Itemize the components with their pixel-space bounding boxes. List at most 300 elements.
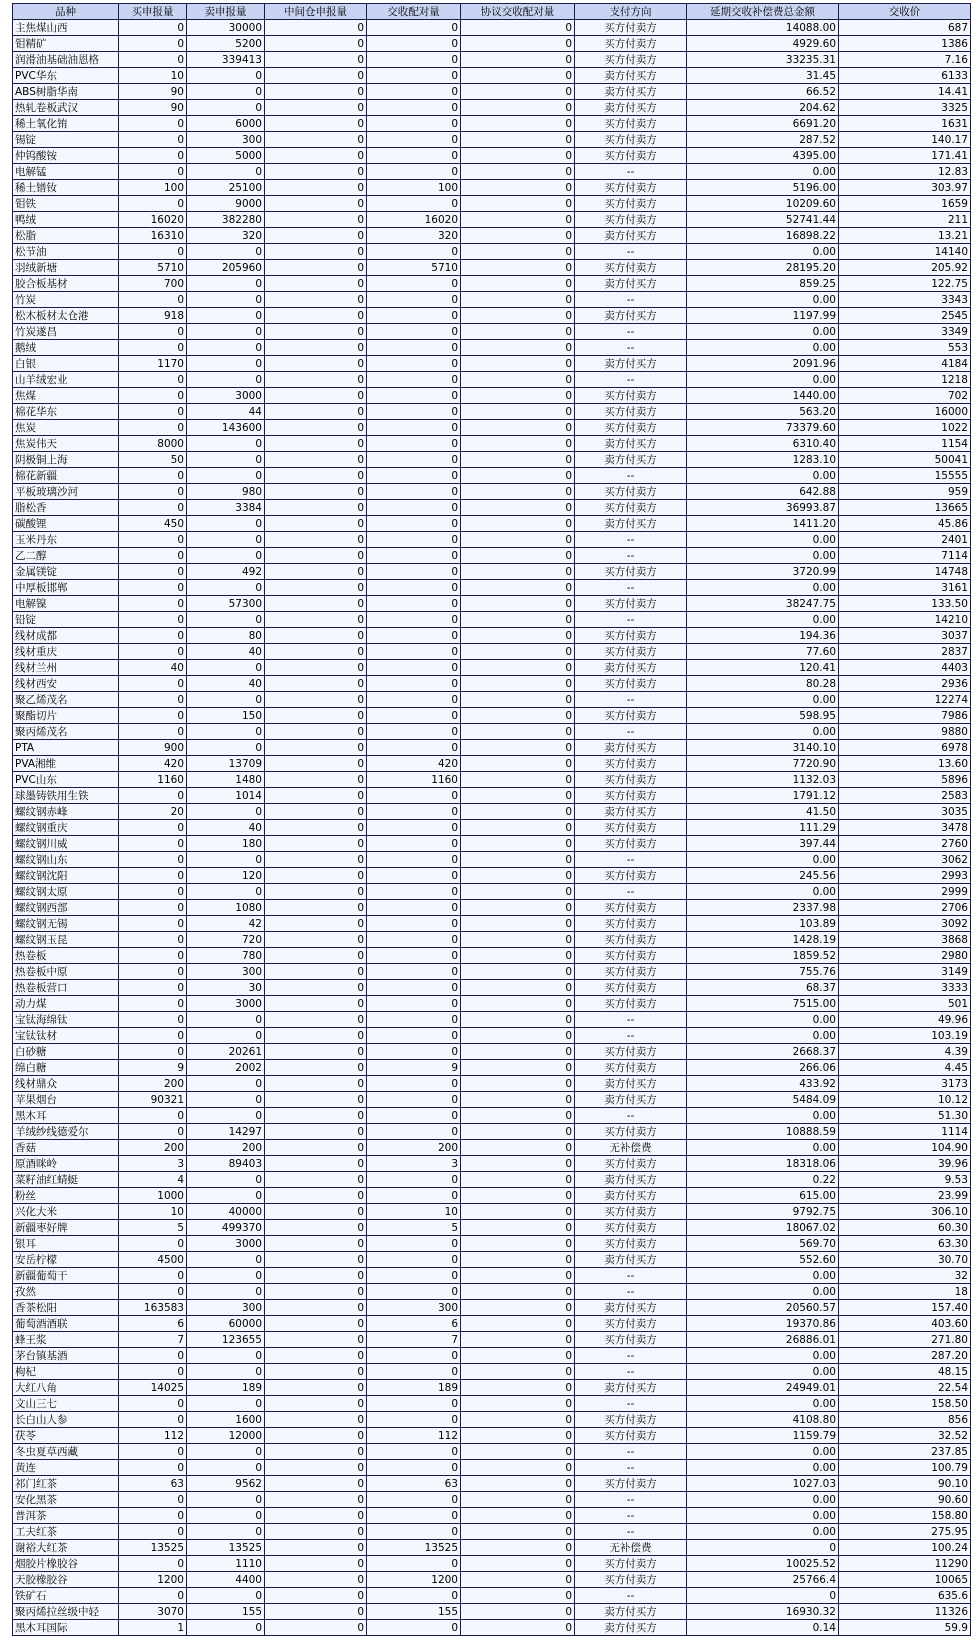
table-row — [13, 692, 971, 708]
cell-agreement-matched: 0 — [461, 1204, 575, 1220]
cell-matched-quantity: 0 — [367, 676, 461, 692]
cell-intermediate-declared: 0 — [265, 1140, 367, 1156]
cell-matched-quantity: 0 — [367, 164, 461, 180]
table-row — [13, 580, 971, 596]
cell-agreement-matched: 0 — [461, 292, 575, 308]
cell-buy-declared: 0 — [119, 644, 187, 660]
cell-payment-direction: 卖方付买方 — [575, 1092, 687, 1108]
cell-agreement-matched: 0 — [461, 324, 575, 340]
cell-matched-quantity: 0 — [367, 292, 461, 308]
cell-compensation-total: 111.29 — [687, 820, 839, 836]
cell-settlement-price: 49.96 — [839, 1012, 971, 1028]
table-row — [13, 308, 971, 324]
table-row — [13, 116, 971, 132]
cell-settlement-price: 32 — [839, 1268, 971, 1284]
table-row — [13, 148, 971, 164]
table-row — [13, 1300, 971, 1316]
cell-buy-declared: 0 — [119, 116, 187, 132]
cell-compensation-total: 287.52 — [687, 132, 839, 148]
cell-intermediate-declared: 0 — [265, 1300, 367, 1316]
cell-matched-quantity: 320 — [367, 228, 461, 244]
cell-sell-declared: 0 — [187, 1108, 265, 1124]
cell-agreement-matched: 0 — [461, 1268, 575, 1284]
cell-payment-direction: 买方付卖方 — [575, 788, 687, 804]
cell-compensation-total: 0.00 — [687, 580, 839, 596]
cell-matched-quantity: 1200 — [367, 1572, 461, 1588]
table-row — [13, 996, 971, 1012]
cell-buy-declared: 0 — [119, 1236, 187, 1252]
table-row — [13, 388, 971, 404]
cell-variety: 螺纹钢川威 — [13, 836, 119, 852]
cell-sell-declared: 0 — [187, 724, 265, 740]
cell-agreement-matched: 0 — [461, 660, 575, 676]
cell-settlement-price: 100.24 — [839, 1540, 971, 1556]
cell-intermediate-declared: 0 — [265, 1012, 367, 1028]
table-row — [13, 84, 971, 100]
table-row — [13, 260, 971, 276]
cell-agreement-matched: 0 — [461, 628, 575, 644]
cell-matched-quantity: 0 — [367, 68, 461, 84]
cell-agreement-matched: 0 — [461, 708, 575, 724]
cell-payment-direction: 买方付卖方 — [575, 900, 687, 916]
cell-variety: 阴极铜上海 — [13, 452, 119, 468]
cell-agreement-matched: 0 — [461, 1348, 575, 1364]
table-row — [13, 340, 971, 356]
cell-settlement-price: 171.41 — [839, 148, 971, 164]
cell-agreement-matched: 0 — [461, 1332, 575, 1348]
cell-compensation-total: 397.44 — [687, 836, 839, 852]
table-row — [13, 1588, 971, 1604]
table-row — [13, 1076, 971, 1092]
cell-buy-declared: 0 — [119, 484, 187, 500]
cell-sell-declared: 1110 — [187, 1556, 265, 1572]
cell-agreement-matched: 0 — [461, 1412, 575, 1428]
cell-compensation-total: 1428.19 — [687, 932, 839, 948]
cell-buy-declared: 0 — [119, 788, 187, 804]
cell-variety: 碳酸锂 — [13, 516, 119, 532]
cell-variety: 螺纹钢玉昆 — [13, 932, 119, 948]
cell-settlement-price: 104.90 — [839, 1140, 971, 1156]
cell-compensation-total: 0.00 — [687, 1108, 839, 1124]
cell-buy-declared: 0 — [119, 724, 187, 740]
cell-buy-declared: 420 — [119, 756, 187, 772]
cell-buy-declared: 0 — [119, 500, 187, 516]
cell-settlement-price: 3037 — [839, 628, 971, 644]
cell-sell-declared: 0 — [187, 1460, 265, 1476]
cell-agreement-matched: 0 — [461, 676, 575, 692]
table-row — [13, 1332, 971, 1348]
cell-settlement-price: 11326 — [839, 1604, 971, 1620]
cell-buy-declared: 0 — [119, 468, 187, 484]
cell-sell-declared: 0 — [187, 660, 265, 676]
cell-payment-direction: 买方付卖方 — [575, 148, 687, 164]
cell-agreement-matched: 0 — [461, 1508, 575, 1524]
cell-agreement-matched: 0 — [461, 500, 575, 516]
cell-agreement-matched: 0 — [461, 1060, 575, 1076]
cell-variety: 焦炭 — [13, 420, 119, 436]
cell-buy-declared: 918 — [119, 308, 187, 324]
table-row — [13, 292, 971, 308]
cell-matched-quantity: 0 — [367, 820, 461, 836]
cell-intermediate-declared: 0 — [265, 36, 367, 52]
cell-variety: 球墨铸铁用生铁 — [13, 788, 119, 804]
cell-intermediate-declared: 0 — [265, 1444, 367, 1460]
cell-payment-direction: 买方付卖方 — [575, 1220, 687, 1236]
cell-payment-direction: 买方付卖方 — [575, 1428, 687, 1444]
cell-sell-declared: 0 — [187, 1444, 265, 1460]
cell-matched-quantity: 0 — [367, 660, 461, 676]
table-row — [13, 180, 971, 196]
cell-agreement-matched: 0 — [461, 164, 575, 180]
cell-payment-direction: 卖方付买方 — [575, 100, 687, 116]
cell-payment-direction: 卖方付买方 — [575, 516, 687, 532]
table-row — [13, 1348, 971, 1364]
cell-intermediate-declared: 0 — [265, 1540, 367, 1556]
table-row — [13, 676, 971, 692]
cell-sell-declared: 200 — [187, 1140, 265, 1156]
cell-intermediate-declared: 0 — [265, 484, 367, 500]
cell-matched-quantity: 0 — [367, 132, 461, 148]
cell-intermediate-declared: 0 — [265, 20, 367, 36]
cell-variety: PTA — [13, 740, 119, 756]
cell-variety: 热卷板中原 — [13, 964, 119, 980]
cell-intermediate-declared: 0 — [265, 980, 367, 996]
cell-payment-direction: 卖方付买方 — [575, 276, 687, 292]
cell-compensation-total: 0.00 — [687, 1140, 839, 1156]
cell-sell-declared: 3384 — [187, 500, 265, 516]
table-row — [13, 324, 971, 340]
cell-variety: 绵白糖 — [13, 1060, 119, 1076]
cell-sell-declared: 300 — [187, 1300, 265, 1316]
cell-payment-direction: -- — [575, 164, 687, 180]
cell-variety: 茅台镇基酒 — [13, 1348, 119, 1364]
cell-sell-declared: 320 — [187, 228, 265, 244]
cell-intermediate-declared: 0 — [265, 516, 367, 532]
cell-variety: 白银 — [13, 356, 119, 372]
table-row — [13, 68, 971, 84]
table-row — [13, 932, 971, 948]
cell-variety: 螺纹钢无锡 — [13, 916, 119, 932]
cell-buy-declared: 0 — [119, 1028, 187, 1044]
cell-agreement-matched: 0 — [461, 1076, 575, 1092]
cell-sell-declared: 1480 — [187, 772, 265, 788]
cell-sell-declared: 720 — [187, 932, 265, 948]
cell-agreement-matched: 0 — [461, 1556, 575, 1572]
cell-agreement-matched: 0 — [461, 1172, 575, 1188]
cell-sell-declared: 40000 — [187, 1204, 265, 1220]
cell-settlement-price: 16000 — [839, 404, 971, 420]
cell-buy-declared: 10 — [119, 1204, 187, 1220]
table-row — [13, 1380, 971, 1396]
cell-intermediate-declared: 0 — [265, 836, 367, 852]
cell-intermediate-declared: 0 — [265, 660, 367, 676]
table-row — [13, 372, 971, 388]
cell-agreement-matched: 0 — [461, 68, 575, 84]
table-row — [13, 1236, 971, 1252]
cell-intermediate-declared: 0 — [265, 436, 367, 452]
cell-matched-quantity: 0 — [367, 708, 461, 724]
cell-intermediate-declared: 0 — [265, 756, 367, 772]
cell-compensation-total: 4395.00 — [687, 148, 839, 164]
cell-buy-declared: 0 — [119, 196, 187, 212]
cell-variety: 中厚板邯郸 — [13, 580, 119, 596]
table-row — [13, 788, 971, 804]
cell-variety: 线材重庆 — [13, 644, 119, 660]
cell-intermediate-declared: 0 — [265, 244, 367, 260]
cell-buy-declared: 0 — [119, 980, 187, 996]
cell-matched-quantity: 5 — [367, 1220, 461, 1236]
table-row — [13, 1188, 971, 1204]
cell-payment-direction: -- — [575, 292, 687, 308]
cell-settlement-price: 1114 — [839, 1124, 971, 1140]
cell-agreement-matched: 0 — [461, 484, 575, 500]
cell-compensation-total: 28195.20 — [687, 260, 839, 276]
cell-compensation-total: 77.60 — [687, 644, 839, 660]
cell-buy-declared: 0 — [119, 1364, 187, 1380]
cell-payment-direction: -- — [575, 1284, 687, 1300]
cell-variety: 鸭绒 — [13, 212, 119, 228]
cell-settlement-price: 51.30 — [839, 1108, 971, 1124]
cell-sell-declared: 0 — [187, 1284, 265, 1300]
cell-matched-quantity: 0 — [367, 964, 461, 980]
cell-sell-declared: 40 — [187, 676, 265, 692]
cell-payment-direction: 买方付卖方 — [575, 964, 687, 980]
cell-settlement-price: 635.6 — [839, 1588, 971, 1604]
cell-variety: 文山三七 — [13, 1396, 119, 1412]
cell-settlement-price: 2583 — [839, 788, 971, 804]
cell-buy-declared: 0 — [119, 948, 187, 964]
settlement-table-container — [12, 3, 970, 1636]
cell-sell-declared: 0 — [187, 1396, 265, 1412]
cell-payment-direction: 买方付卖方 — [575, 932, 687, 948]
cell-sell-declared: 0 — [187, 532, 265, 548]
cell-agreement-matched: 0 — [461, 516, 575, 532]
cell-compensation-total: 0.00 — [687, 692, 839, 708]
cell-matched-quantity: 155 — [367, 1604, 461, 1620]
cell-variety: 黑木耳 — [13, 1108, 119, 1124]
cell-intermediate-declared: 0 — [265, 340, 367, 356]
cell-variety: 安岳柠檬 — [13, 1252, 119, 1268]
cell-compensation-total: 2091.96 — [687, 356, 839, 372]
cell-sell-declared: 300 — [187, 132, 265, 148]
cell-buy-declared: 0 — [119, 852, 187, 868]
cell-variety: 螺纹钢赤峰 — [13, 804, 119, 820]
table-row — [13, 484, 971, 500]
cell-sell-declared: 0 — [187, 68, 265, 84]
cell-settlement-price: 10065 — [839, 1572, 971, 1588]
cell-intermediate-declared: 0 — [265, 1620, 367, 1636]
cell-intermediate-declared: 0 — [265, 900, 367, 916]
cell-payment-direction: 买方付卖方 — [575, 996, 687, 1012]
cell-payment-direction: -- — [575, 324, 687, 340]
cell-variety: 松节油 — [13, 244, 119, 260]
cell-sell-declared: 9562 — [187, 1476, 265, 1492]
cell-agreement-matched: 0 — [461, 804, 575, 820]
cell-sell-declared: 143600 — [187, 420, 265, 436]
cell-variety: 葡萄酒酒联 — [13, 1316, 119, 1332]
cell-compensation-total: 0.00 — [687, 852, 839, 868]
cell-sell-declared: 205960 — [187, 260, 265, 276]
cell-settlement-price: 14140 — [839, 244, 971, 260]
cell-settlement-price: 3343 — [839, 292, 971, 308]
cell-buy-declared: 9 — [119, 1060, 187, 1076]
cell-agreement-matched: 0 — [461, 692, 575, 708]
cell-variety: 热轧卷板武汉 — [13, 100, 119, 116]
cell-sell-declared: 0 — [187, 516, 265, 532]
table-row — [13, 468, 971, 484]
cell-variety: 螺纹钢重庆 — [13, 820, 119, 836]
cell-payment-direction: 买方付卖方 — [575, 564, 687, 580]
cell-agreement-matched: 0 — [461, 740, 575, 756]
cell-matched-quantity: 0 — [367, 1044, 461, 1060]
cell-intermediate-declared: 0 — [265, 420, 367, 436]
cell-compensation-total: 0.00 — [687, 1348, 839, 1364]
cell-settlement-price: 32.52 — [839, 1428, 971, 1444]
cell-compensation-total: 4108.80 — [687, 1412, 839, 1428]
table-row — [13, 612, 971, 628]
cell-settlement-price: 237.85 — [839, 1444, 971, 1460]
cell-payment-direction: 卖方付买方 — [575, 1380, 687, 1396]
cell-buy-declared: 0 — [119, 388, 187, 404]
cell-variety: 烟胶片橡胶谷 — [13, 1556, 119, 1572]
cell-buy-declared: 0 — [119, 708, 187, 724]
cell-matched-quantity: 112 — [367, 1428, 461, 1444]
cell-buy-declared: 0 — [119, 324, 187, 340]
cell-compensation-total: 5484.09 — [687, 1092, 839, 1108]
table-row — [13, 276, 971, 292]
cell-agreement-matched: 0 — [461, 1524, 575, 1540]
cell-compensation-total: 80.28 — [687, 676, 839, 692]
table-row — [13, 1044, 971, 1060]
cell-payment-direction: -- — [575, 1012, 687, 1028]
cell-payment-direction: -- — [575, 1364, 687, 1380]
cell-buy-declared: 20 — [119, 804, 187, 820]
cell-buy-declared: 4500 — [119, 1252, 187, 1268]
cell-buy-declared: 0 — [119, 340, 187, 356]
cell-variety: 竹炭 — [13, 292, 119, 308]
cell-compensation-total: 0.22 — [687, 1172, 839, 1188]
cell-buy-declared: 0 — [119, 372, 187, 388]
cell-intermediate-declared: 0 — [265, 548, 367, 564]
table-row — [13, 740, 971, 756]
cell-compensation-total: 0.00 — [687, 340, 839, 356]
cell-intermediate-declared: 0 — [265, 1284, 367, 1300]
cell-agreement-matched: 0 — [461, 1572, 575, 1588]
cell-compensation-total: 24949.01 — [687, 1380, 839, 1396]
table-row — [13, 1412, 971, 1428]
cell-variety: 螺纹钢太原 — [13, 884, 119, 900]
cell-compensation-total: 0.00 — [687, 1012, 839, 1028]
cell-intermediate-declared: 0 — [265, 1556, 367, 1572]
cell-variety: 平板玻璃沙河 — [13, 484, 119, 500]
table-row — [13, 1476, 971, 1492]
cell-payment-direction: -- — [575, 548, 687, 564]
cell-agreement-matched: 0 — [461, 532, 575, 548]
cell-matched-quantity: 0 — [367, 980, 461, 996]
cell-payment-direction: 买方付卖方 — [575, 980, 687, 996]
cell-matched-quantity: 0 — [367, 900, 461, 916]
cell-matched-quantity: 0 — [367, 1236, 461, 1252]
cell-compensation-total: 1132.03 — [687, 772, 839, 788]
cell-sell-declared: 0 — [187, 164, 265, 180]
cell-compensation-total: 5196.00 — [687, 180, 839, 196]
cell-payment-direction: 卖方付买方 — [575, 1620, 687, 1636]
table-row — [13, 20, 971, 36]
cell-settlement-price: 6978 — [839, 740, 971, 756]
cell-sell-declared: 13525 — [187, 1540, 265, 1556]
cell-matched-quantity: 0 — [367, 340, 461, 356]
cell-matched-quantity: 0 — [367, 1364, 461, 1380]
table-body — [13, 20, 971, 1636]
table-row — [13, 900, 971, 916]
cell-intermediate-declared: 0 — [265, 1492, 367, 1508]
cell-buy-declared: 0 — [119, 52, 187, 68]
cell-compensation-total: 194.36 — [687, 628, 839, 644]
table-row — [13, 1060, 971, 1076]
cell-payment-direction: -- — [575, 1588, 687, 1604]
cell-agreement-matched: 0 — [461, 612, 575, 628]
table-row — [13, 452, 971, 468]
cell-compensation-total: 0.00 — [687, 324, 839, 340]
cell-agreement-matched: 0 — [461, 372, 575, 388]
cell-buy-declared: 0 — [119, 244, 187, 260]
cell-settlement-price: 103.19 — [839, 1028, 971, 1044]
cell-agreement-matched: 0 — [461, 1492, 575, 1508]
cell-settlement-price: 211 — [839, 212, 971, 228]
cell-buy-declared: 16020 — [119, 212, 187, 228]
cell-sell-declared: 14297 — [187, 1124, 265, 1140]
cell-buy-declared: 7 — [119, 1332, 187, 1348]
cell-sell-declared: 120 — [187, 868, 265, 884]
cell-buy-declared: 90 — [119, 84, 187, 100]
table-row — [13, 724, 971, 740]
cell-intermediate-declared: 0 — [265, 612, 367, 628]
cell-buy-declared: 163583 — [119, 1300, 187, 1316]
cell-buy-declared: 10 — [119, 68, 187, 84]
cell-sell-declared: 300 — [187, 964, 265, 980]
cell-payment-direction: -- — [575, 532, 687, 548]
cell-buy-declared: 0 — [119, 820, 187, 836]
cell-compensation-total: 0.00 — [687, 884, 839, 900]
cell-settlement-price: 3868 — [839, 932, 971, 948]
cell-payment-direction: 买方付卖方 — [575, 1156, 687, 1172]
cell-matched-quantity: 0 — [367, 740, 461, 756]
cell-settlement-price: 133.50 — [839, 596, 971, 612]
cell-variety: 稀土氧化铕 — [13, 116, 119, 132]
cell-variety: 聚丙烯茂名 — [13, 724, 119, 740]
cell-intermediate-declared: 0 — [265, 1172, 367, 1188]
table-row — [13, 1364, 971, 1380]
cell-compensation-total: 0.00 — [687, 1508, 839, 1524]
cell-compensation-total: 1411.20 — [687, 516, 839, 532]
cell-variety: 焦煤 — [13, 388, 119, 404]
cell-payment-direction: 买方付卖方 — [575, 52, 687, 68]
cell-compensation-total: 0.00 — [687, 1444, 839, 1460]
cell-agreement-matched: 0 — [461, 852, 575, 868]
cell-payment-direction: 买方付卖方 — [575, 180, 687, 196]
cell-payment-direction: -- — [575, 244, 687, 260]
cell-variety: 动力煤 — [13, 996, 119, 1012]
cell-intermediate-declared: 0 — [265, 68, 367, 84]
table-row — [13, 1556, 971, 1572]
cell-agreement-matched: 0 — [461, 340, 575, 356]
cell-intermediate-declared: 0 — [265, 1268, 367, 1284]
cell-compensation-total: 6691.20 — [687, 116, 839, 132]
cell-variety: 松脂 — [13, 228, 119, 244]
cell-compensation-total: 41.50 — [687, 804, 839, 820]
cell-matched-quantity: 9 — [367, 1060, 461, 1076]
cell-agreement-matched: 0 — [461, 1124, 575, 1140]
